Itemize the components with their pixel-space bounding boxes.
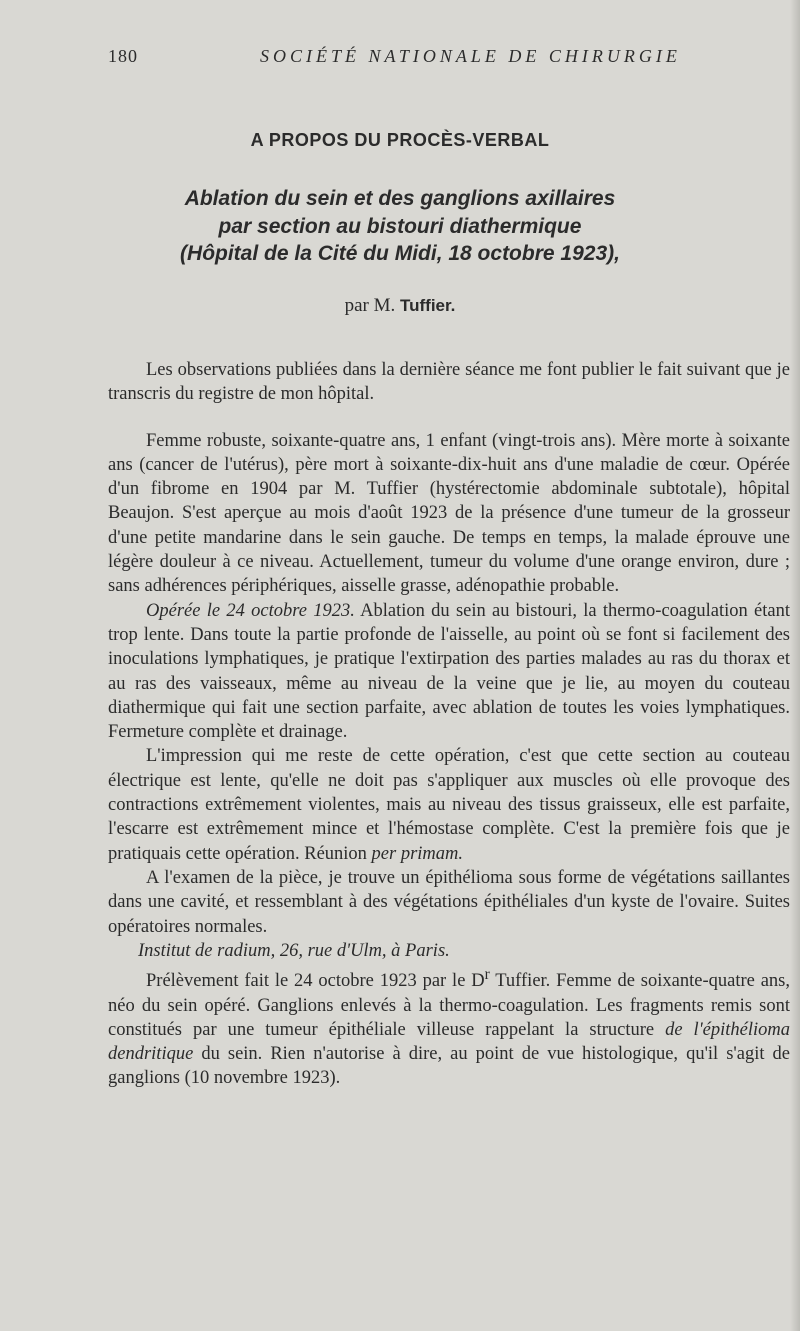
lab-report-c: du sein. Rien n'autorise à dire, au point de vue histologique, qu'il s'agit de ganglions (10 novembre 1923).	[108, 1044, 790, 1089]
page-edge-shadow	[790, 0, 800, 1331]
lab-report-sup: r	[484, 966, 490, 984]
paragraph-intro: Les observations publiées dans la dernière séance me font publier le fait suivant que je transcris du registre de mon hôpital.	[108, 360, 790, 405]
page-number: 180	[108, 46, 138, 66]
paragraph-lab-report	[108, 963, 790, 1091]
lab-report-italic: de l'épithélioma dendritique	[108, 1019, 790, 1065]
section-title: A PROPOS DU PROCÈS-VERBAL	[250, 130, 550, 150]
paragraph-institute: Institut de radium, 26, rue d'Ulm, à Paris.	[138, 940, 450, 961]
operation-date: Opérée le 24 octobre 1923.	[146, 600, 355, 621]
paragraph-impression	[108, 744, 790, 865]
paragraph-examination: A l'examen de la pièce, je trouve un épithélioma sous forme de végétations saillantes dans une cavité, et ressemblant à des végétations épithéliales d'un kyste de l'ovaire. Suites opératoires normales.	[108, 867, 790, 937]
article-body	[108, 358, 790, 1091]
byline	[0, 295, 800, 317]
journal-title: SOCIÉTÉ NATIONALE DE CHIRURGIE	[260, 46, 681, 66]
article-title-line-2: par section au bistouri diathermique	[218, 215, 582, 238]
impression-text: L'impression qui me reste de cette opération, c'est que cette section au couteau électrique est lente, qu'elle ne doit pas s'appliquer aux muscles où elle provoque des contractions extrêmement violentes, mais au niveau des tissus graisseux, elle est parfaite, l'escarre est extrêmement mince et l'hémostase complète. C'est la première fois que je pratiquais cette opération. Réunion	[108, 746, 790, 864]
article-title-line-3: (Hôpital de la Cité du Midi, 18 octobre 1923),	[180, 242, 620, 265]
impression-latin: per primam.	[371, 843, 464, 864]
author-name: Tuffier.	[399, 296, 456, 315]
paragraph-case-history: Femme robuste, soixante-quatre ans, 1 enfant (vingt-trois ans). Mère morte à soixante ans (cancer de l'utérus), père mort à soixante-dix-huit ans d'une maladie de cœur. Opérée d'un fibrome en 1904 par M. Tuffier (hystérectomie abdominale subtotale), hôpital Beaujon. S'est aperçue au mois d'août 1923 de la présence d'une tumeur de la grosseur d'une petite mandarine dans le sein gauche. De temps en temps, la malade éprouve une légère douleur à ce niveau. Actuellement, tumeur du volume d'une orange environ, dure ; sans adhérences périphériques, aisselle grasse, adénopathie probable.	[108, 430, 790, 597]
article-title-line-1: Ablation du sein et des ganglions axillaires	[184, 187, 616, 210]
lab-report-b: Tuffier. Femme de soixante-quatre ans, néo du sein opéré. Ganglions enlevés à la thermo-coagulation. Les fragments remis sont constitués par une tumeur épithéliale villeuse rappelant la structure	[108, 971, 790, 1040]
operation-text: Ablation du sein au bistouri, la thermo-coagulation étant trop lente. Dans toute la partie profonde de l'aisselle, au point où se font si facilement des inoculations lymphatiques, je pratique l'extirpation des parties malades au ras du thorax et au ras des vaisseaux, même au niveau de la veine que je lie, au moyen du couteau diathermique qui fait une section parfaite, avec ablation de toutes les voies lymphatiques. Fermeture complète et drainage.	[108, 600, 790, 743]
paragraph-operation	[108, 599, 790, 745]
lab-report-a: Prélèvement fait le 24 octobre 1923 par le D	[146, 971, 485, 992]
byline-prefix: par M.	[344, 295, 396, 316]
